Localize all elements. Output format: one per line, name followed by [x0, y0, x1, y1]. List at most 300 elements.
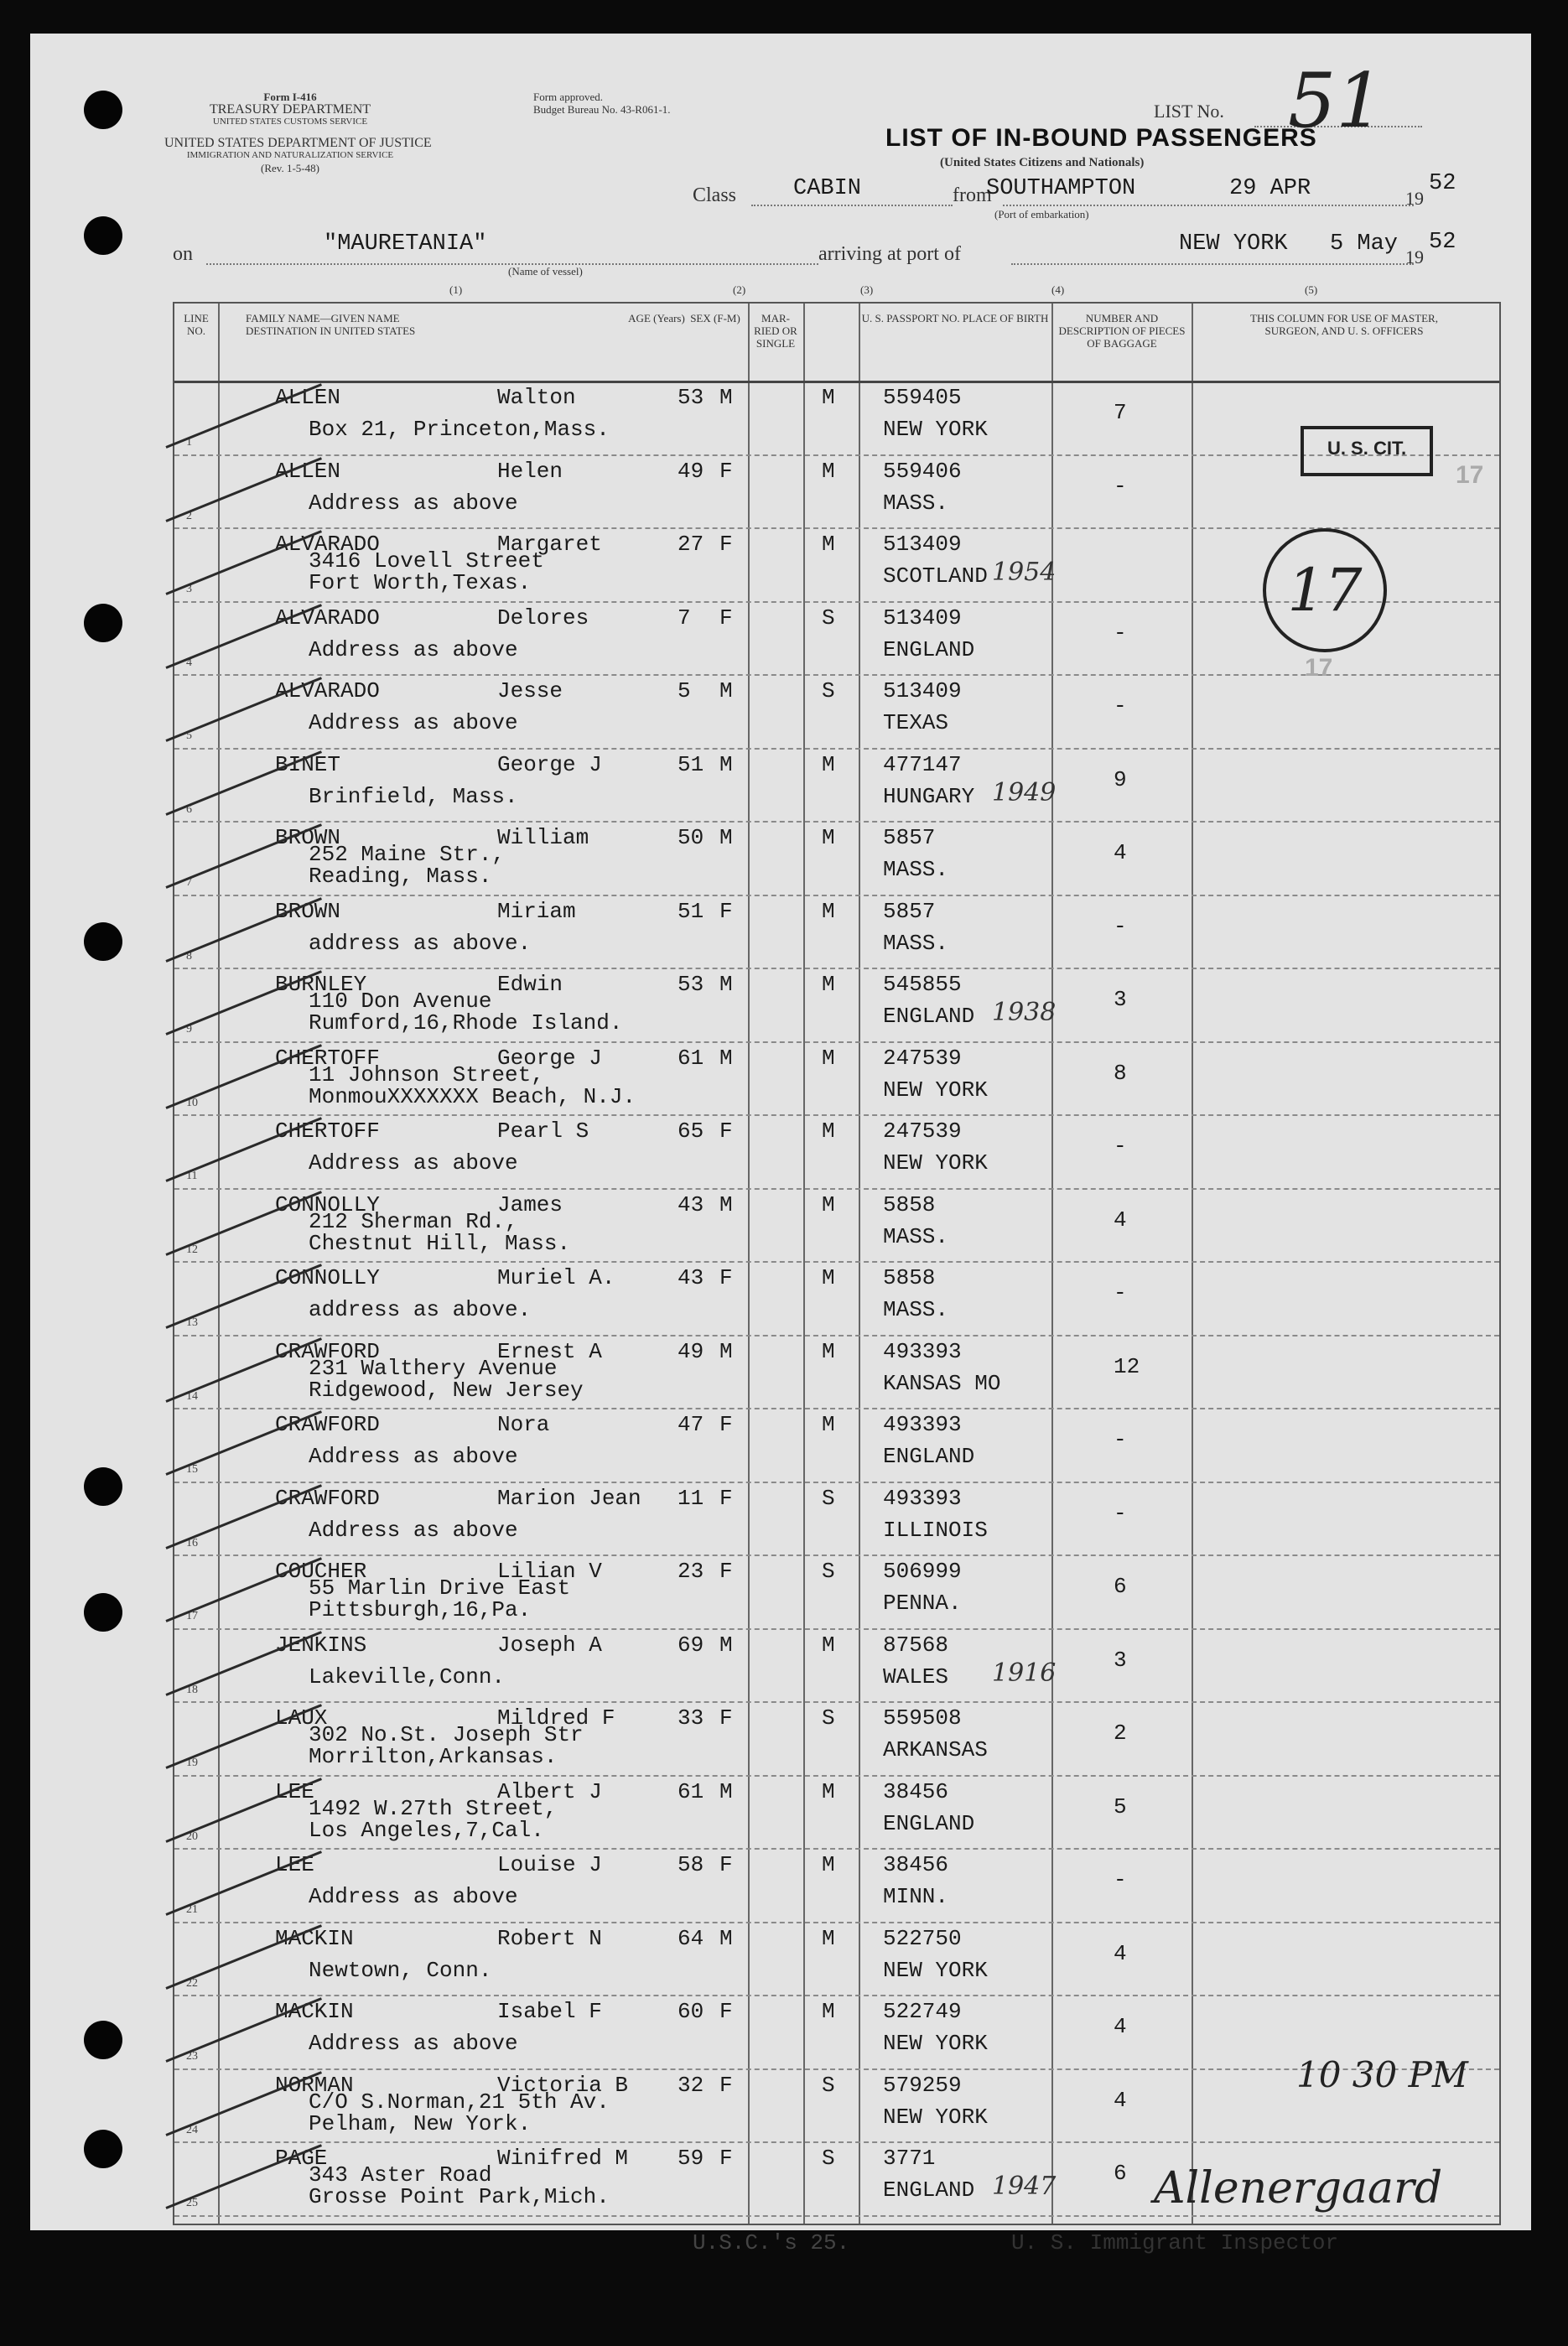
table-row	[174, 1848, 1499, 1923]
age: 51	[678, 898, 704, 924]
table-row	[174, 748, 1499, 823]
passport-number: 477147	[883, 751, 962, 777]
embark-date: 29 APR	[1229, 176, 1311, 201]
given-name: William	[497, 825, 589, 850]
line-number: 13	[186, 1316, 198, 1329]
marital-status: M	[822, 532, 835, 557]
check-mark	[165, 2144, 322, 2209]
marital-status: S	[822, 605, 835, 631]
marital-status: M	[822, 385, 835, 410]
baggage-count: 8	[1114, 1060, 1127, 1086]
given-name: Delores	[497, 605, 589, 631]
marital-status: M	[822, 898, 835, 924]
sex: F	[719, 898, 733, 924]
form-approved: Form approved.	[533, 91, 604, 103]
family-name: CRAWFORD	[275, 1338, 380, 1364]
sex: M	[719, 1778, 733, 1804]
handwritten-note: 1938	[992, 998, 1057, 1027]
baggage-count: 7	[1114, 400, 1127, 425]
given-name: Pearl S	[497, 1119, 589, 1144]
line-number: 3	[186, 583, 192, 595]
marital-status: S	[822, 678, 835, 703]
passport-number: 513409	[883, 605, 962, 631]
check-mark	[165, 750, 322, 816]
family-name: MACKIN	[275, 1999, 354, 2024]
family-name: COUCHER	[275, 1559, 367, 1584]
baggage-count: 4	[1114, 2087, 1127, 2113]
passport-number: 545855	[883, 972, 962, 997]
passport-number: 5857	[883, 898, 936, 924]
place-of-birth: ARKANSAS	[883, 1737, 988, 1762]
table-row	[174, 1335, 1499, 1410]
baggage-count: -	[1114, 693, 1127, 719]
address-line: 55 Marlin Drive East	[309, 1575, 571, 1601]
handwritten-note: 1949	[992, 777, 1057, 807]
address-line: address as above.	[309, 1297, 532, 1322]
line-number: 9	[186, 1023, 192, 1035]
table-row	[174, 1188, 1499, 1264]
table-row	[174, 1701, 1499, 1777]
baggage-count: -	[1114, 473, 1127, 499]
family-name: ALVARADO	[275, 532, 380, 557]
passport-number: 513409	[883, 532, 962, 557]
treasury-dept: TREASURY DEPARTMENT	[209, 102, 371, 117]
marital-status: M	[822, 1852, 835, 1877]
class-value: CABIN	[793, 176, 862, 201]
address-line: MonmouXXXXXXX Beach, N.J.	[309, 1083, 636, 1109]
age: 23	[678, 1559, 704, 1584]
place-of-birth: NEW YORK	[883, 1150, 988, 1176]
line-number: 14	[186, 1389, 198, 1403]
place-of-birth: ENGLAND	[883, 1004, 975, 1029]
sex: F	[719, 1412, 733, 1437]
sex: F	[719, 1705, 733, 1731]
punch-hole	[84, 2021, 122, 2059]
family-name: CRAWFORD	[275, 1412, 380, 1437]
passport-number: 522750	[883, 1925, 962, 1951]
address-line: Ridgewood, New Jersey	[309, 1377, 584, 1403]
sex: M	[719, 385, 733, 410]
check-mark	[165, 604, 322, 669]
check-mark	[165, 530, 322, 595]
passport-number: 247539	[883, 1045, 962, 1071]
table-row	[174, 821, 1499, 896]
line-number: 20	[186, 1830, 198, 1843]
place-of-birth: KANSAS MO	[883, 1370, 1001, 1396]
family-name: ALVARADO	[275, 678, 380, 703]
address-line: 212 Sherman Rd.,	[309, 1208, 518, 1234]
age: 49	[678, 458, 704, 484]
arrival-year: 52	[1429, 230, 1456, 255]
check-mark	[165, 897, 322, 963]
line-number: 18	[186, 1683, 198, 1696]
punch-hole	[84, 922, 122, 961]
sex: F	[719, 532, 733, 557]
circled-count: 17	[1263, 528, 1387, 652]
given-name: Louise J	[497, 1852, 602, 1877]
age: 7	[678, 605, 691, 631]
baggage-count: 4	[1114, 840, 1127, 865]
place-of-birth: ILLINOIS	[883, 1517, 988, 1543]
table-row	[174, 674, 1499, 750]
check-mark	[165, 457, 322, 522]
place-of-birth: MASS.	[883, 857, 949, 882]
table-row	[174, 968, 1499, 1043]
age: 60	[678, 1999, 704, 2024]
place-of-birth: ENGLAND	[883, 1444, 975, 1469]
customs-service: UNITED STATES CUSTOMS SERVICE	[212, 117, 368, 127]
address-line: Lakeville,Conn.	[309, 1663, 506, 1689]
passport-number: 3771	[883, 2146, 936, 2171]
sex: M	[719, 1632, 733, 1658]
place-of-birth: ENGLAND	[883, 2177, 975, 2203]
vessel-caption: (Name of vessel)	[508, 265, 583, 278]
passport-number: 5857	[883, 825, 936, 850]
place-of-birth: MASS.	[883, 1223, 949, 1249]
given-name: Robert N	[497, 1925, 602, 1951]
check-mark	[165, 1117, 322, 1182]
place-of-birth: NEW YORK	[883, 1957, 988, 1983]
given-name: Victoria B	[497, 2072, 629, 2098]
line-number: 23	[186, 2050, 198, 2063]
place-of-birth: SCOTLAND	[883, 563, 988, 589]
age: 51	[678, 751, 704, 777]
family-name: LAUX	[275, 1705, 328, 1731]
family-name: MACKIN	[275, 1925, 354, 1951]
age: 53	[678, 972, 704, 997]
age: 65	[678, 1119, 704, 1144]
baggage-count: -	[1114, 1280, 1127, 1305]
sex: M	[719, 1925, 733, 1951]
table-row	[174, 1114, 1499, 1190]
faint-count-1: 17	[1456, 461, 1484, 489]
table-row	[174, 1922, 1499, 1997]
sex: M	[719, 1338, 733, 1364]
hdr-married: MAR-RIED OR SINGLE	[754, 312, 797, 350]
address-line: Address as above	[309, 710, 518, 735]
marital-status: M	[822, 1412, 835, 1437]
address-line: Morrilton,Arkansas.	[309, 1744, 558, 1769]
sex: F	[719, 1999, 733, 2024]
marital-status: M	[822, 1045, 835, 1071]
baggage-count: 4	[1114, 2014, 1127, 2039]
age: 49	[678, 1338, 704, 1364]
baggage-count: -	[1114, 913, 1127, 939]
marital-status: S	[822, 1485, 835, 1511]
sex: F	[719, 1559, 733, 1584]
family-name: ALLEN	[275, 385, 341, 410]
age: 32	[678, 2072, 704, 2098]
list-no-label: LIST No.	[1154, 101, 1224, 122]
form-number: Form I-416	[263, 91, 317, 103]
baggage-count: -	[1114, 1427, 1127, 1452]
faint-count-2: 17	[1305, 654, 1333, 682]
family-name: CHERTOFF	[275, 1045, 380, 1071]
address-line: Address as above	[309, 1150, 518, 1176]
revision: (Rev. 1-5-48)	[261, 162, 319, 174]
check-mark	[165, 1778, 322, 1843]
col-num-4: (4)	[1051, 283, 1065, 296]
address-line: Fort Worth,Texas.	[309, 570, 532, 595]
baggage-count: 12	[1114, 1353, 1140, 1379]
address-line: 302 No.St. Joseph Str	[309, 1722, 584, 1747]
family-name: BINET	[275, 751, 341, 777]
check-mark	[165, 970, 322, 1035]
col-num-1: (1)	[449, 283, 463, 296]
handwritten-note: 1947	[992, 2172, 1057, 2201]
sex: F	[719, 1265, 733, 1290]
sex: M	[719, 678, 733, 703]
baggage-count: 3	[1114, 1647, 1127, 1673]
address-line: Chestnut Hill, Mass.	[309, 1230, 571, 1256]
address-line: 11 Johnson Street,	[309, 1061, 544, 1087]
check-mark	[165, 677, 322, 742]
given-name: Winifred M	[497, 2146, 629, 2171]
passport-number: 493393	[883, 1338, 962, 1364]
family-name: BROWN	[275, 898, 341, 924]
baggage-count: 6	[1114, 1574, 1127, 1599]
embark-year: 52	[1429, 171, 1456, 196]
age: 61	[678, 1045, 704, 1071]
family-name: CONNOLLY	[275, 1191, 380, 1217]
address-line: Brinfield, Mass.	[309, 783, 518, 809]
marital-status: M	[822, 1632, 835, 1658]
baggage-count: -	[1114, 620, 1127, 646]
budget-bureau: Budget Bureau No. 43-R061-1.	[533, 103, 671, 116]
address-line: Address as above	[309, 1517, 518, 1543]
handwritten-note: 1916	[992, 1658, 1057, 1688]
page-subtitle: (United States Citizens and Nationals)	[940, 156, 1145, 169]
given-name: Lilian V	[497, 1559, 602, 1584]
sex: F	[719, 1119, 733, 1144]
table-row	[174, 1041, 1499, 1117]
punch-hole	[84, 91, 122, 129]
check-mark	[165, 1704, 322, 1769]
place-of-birth: TEXAS	[883, 710, 949, 735]
table-row	[174, 1554, 1499, 1630]
arrival-time-note: 10 30 PM	[1296, 2054, 1468, 2095]
age: 61	[678, 1778, 704, 1804]
age: 11	[678, 1485, 704, 1511]
passport-number: 87568	[883, 1632, 949, 1658]
given-name: Miriam	[497, 898, 576, 924]
passport-number: 38456	[883, 1778, 949, 1804]
baggage-count: -	[1114, 1500, 1127, 1526]
family-name: CONNOLLY	[275, 1265, 380, 1290]
hdr-age: AGE (Years)	[628, 312, 685, 324]
marital-status: S	[822, 2146, 835, 2171]
address-line: C/O S.Norman,21 5th Av.	[309, 2089, 610, 2115]
marital-status: M	[822, 1999, 835, 2024]
place-of-birth: NEW YORK	[883, 1077, 988, 1103]
baggage-count: -	[1114, 1134, 1127, 1159]
baggage-count: 9	[1114, 766, 1127, 792]
class-label: Class	[693, 184, 737, 206]
place-of-birth: NEW YORK	[883, 417, 988, 442]
marital-status: M	[822, 1119, 835, 1144]
marital-status: M	[822, 1191, 835, 1217]
line-number: 8	[186, 949, 192, 963]
check-mark	[165, 1557, 322, 1622]
address-line: Box 21, Princeton,Mass.	[309, 417, 610, 442]
check-mark	[165, 1410, 322, 1476]
given-name: Helen	[497, 458, 563, 484]
table-row	[174, 895, 1499, 970]
place-of-birth: MINN.	[883, 1884, 949, 1909]
passport-number: 559508	[883, 1705, 962, 1731]
baggage-count: -	[1114, 1867, 1127, 1892]
place-of-birth: WALES	[883, 1663, 949, 1689]
place-of-birth: MASS.	[883, 1297, 949, 1322]
baggage-count: 2	[1114, 1721, 1127, 1746]
baggage-count: 6	[1114, 2161, 1127, 2186]
uscs-count: U.S.C.'s 25.	[693, 2230, 850, 2255]
passport-number: 493393	[883, 1485, 962, 1511]
punch-hole	[84, 216, 122, 255]
vessel-name: "MAURETANIA"	[324, 231, 487, 257]
passport-number: 38456	[883, 1852, 949, 1877]
family-name: BROWN	[275, 825, 341, 850]
handwritten-note: 1954	[992, 558, 1057, 587]
arrival-year-prefix: 19	[1405, 247, 1424, 267]
age: 59	[678, 2146, 704, 2171]
address-line: Los Angeles,7,Cal.	[309, 1817, 544, 1843]
marital-status: M	[822, 751, 835, 777]
address-line: Address as above	[309, 636, 518, 662]
embark-port: SOUTHAMPTON	[986, 176, 1136, 201]
line-number: 12	[186, 1243, 198, 1256]
family-name: CHERTOFF	[275, 1119, 380, 1144]
address-line: Address as above	[309, 1884, 518, 1909]
line-number: 19	[186, 1757, 198, 1769]
ins-service: IMMIGRATION AND NATURALIZATION SERVICE	[186, 150, 394, 160]
form-header-left	[164, 91, 432, 174]
line-number: 25	[186, 2197, 198, 2209]
sex: F	[719, 1852, 733, 1877]
sex: M	[719, 1045, 733, 1071]
place-of-birth: NEW YORK	[883, 2031, 988, 2056]
check-mark	[165, 1484, 322, 1549]
age: 64	[678, 1925, 704, 1951]
address-line: Pelham, New York.	[309, 2110, 532, 2136]
check-mark	[165, 1337, 322, 1403]
list-no-value: 51	[1288, 57, 1384, 145]
justice-dept: UNITED STATES DEPARTMENT OF JUSTICE	[164, 136, 432, 150]
given-name: Walton	[497, 385, 576, 410]
age: 53	[678, 385, 704, 410]
given-name: Muriel A.	[497, 1265, 615, 1290]
marital-status: S	[822, 1705, 835, 1731]
check-mark	[165, 1264, 322, 1329]
punch-hole	[84, 1593, 122, 1632]
sex: M	[719, 1191, 733, 1217]
inspector-signature: Allenergaard	[1154, 2163, 1443, 2214]
place-of-birth: NEW YORK	[883, 2104, 988, 2130]
address-line: Address as above	[309, 490, 518, 516]
budget-approval	[533, 91, 671, 116]
table-row	[174, 1775, 1499, 1850]
line-number: 4	[186, 656, 192, 669]
given-name: Jesse	[497, 678, 563, 703]
sex: F	[719, 2072, 733, 2098]
age: 43	[678, 1191, 704, 1217]
address-line: Newtown, Conn.	[309, 1957, 492, 1983]
age: 58	[678, 1852, 704, 1877]
us-cit-stamp: U. S. CIT.	[1301, 426, 1433, 476]
table-row	[174, 1408, 1499, 1483]
line-number: 1	[186, 436, 192, 449]
table-row	[174, 1482, 1499, 1557]
sex: F	[719, 605, 733, 631]
inspector-label: U. S. Immigrant Inspector	[1011, 2230, 1339, 2255]
given-name: George J	[497, 751, 602, 777]
address-line: Rumford,16,Rhode Island.	[309, 1010, 623, 1035]
given-name: Isabel F	[497, 1999, 602, 2024]
family-name: ALLEN	[275, 458, 341, 484]
marital-status: M	[822, 1338, 835, 1364]
address-line: Address as above	[309, 1444, 518, 1469]
age: 43	[678, 1265, 704, 1290]
given-name: Nora	[497, 1412, 550, 1437]
family-name: NORMAN	[275, 2072, 354, 2098]
hdr-sex: SEX (F-M)	[690, 312, 740, 324]
sex: M	[719, 751, 733, 777]
place-of-birth: MASS.	[883, 490, 949, 516]
age: 50	[678, 825, 704, 850]
page-title: LIST OF IN-BOUND PASSENGERS	[885, 124, 1317, 152]
check-mark	[165, 1191, 322, 1256]
address-line: 1492 W.27th Street,	[309, 1795, 558, 1821]
given-name: Marion Jean	[497, 1485, 641, 1511]
marital-status: M	[822, 972, 835, 997]
hdr-passport: U. S. PASSPORT NO. PLACE OF BIRTH	[861, 312, 1049, 324]
sex: F	[719, 458, 733, 484]
place-of-birth: PENNA.	[883, 1591, 962, 1616]
family-name: ALVARADO	[275, 605, 380, 631]
given-name: Edwin	[497, 972, 563, 997]
check-mark	[165, 1924, 322, 1990]
address-line: 252 Maine Str.,	[309, 842, 506, 867]
passport-number: 493393	[883, 1412, 962, 1437]
given-name: Joseph A	[497, 1632, 602, 1658]
check-mark	[165, 1850, 322, 1916]
marital-status: M	[822, 458, 835, 484]
passport-number: 247539	[883, 1119, 962, 1144]
table-row	[174, 1261, 1499, 1336]
line-number: 7	[186, 876, 192, 889]
given-name: George J	[497, 1045, 602, 1071]
passport-number: 513409	[883, 678, 962, 703]
family-name: CRAWFORD	[275, 1485, 380, 1511]
line-number: 16	[186, 1536, 198, 1549]
line-number: 11	[186, 1170, 198, 1182]
passport-number: 579259	[883, 2072, 962, 2098]
place-of-birth: ENGLAND	[883, 636, 975, 662]
age: 27	[678, 532, 704, 557]
manifest-page	[30, 34, 1531, 2255]
baggage-count: 3	[1114, 987, 1127, 1012]
line-number: 10	[186, 1096, 198, 1109]
address-line: 231 Walthery Avenue	[309, 1355, 558, 1381]
line-number: 17	[186, 1610, 198, 1622]
place-of-birth: HUNGARY	[883, 783, 975, 809]
family-name: BURNLEY	[275, 972, 367, 997]
hdr-officers: THIS COLUMN FOR USE OF MASTER, SURGEON, AND U. S. OFFICERS	[1250, 312, 1438, 337]
passport-number: 506999	[883, 1559, 962, 1584]
sex: F	[719, 1485, 733, 1511]
from-label: from	[953, 184, 992, 206]
arriving-label: arriving at port of	[818, 243, 961, 265]
